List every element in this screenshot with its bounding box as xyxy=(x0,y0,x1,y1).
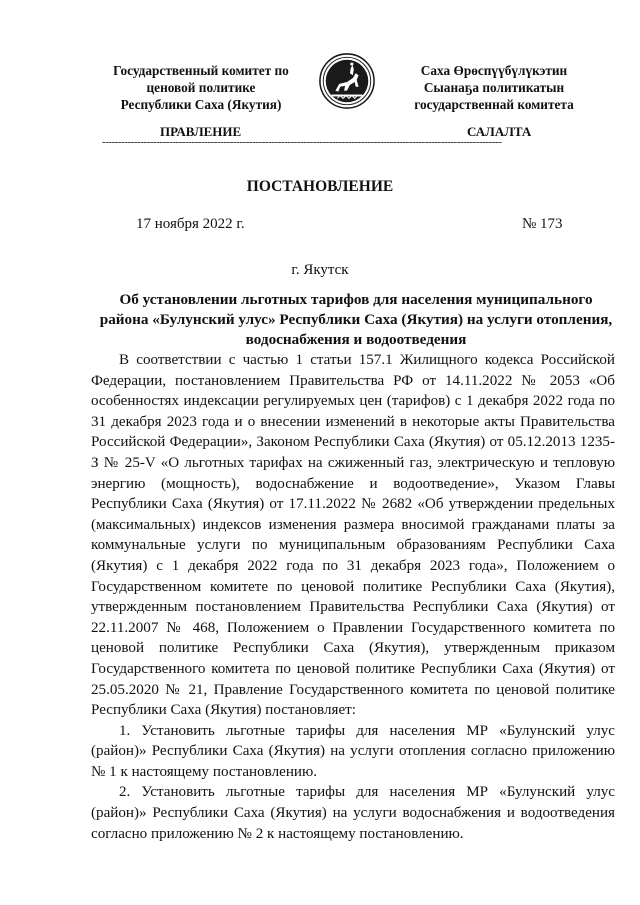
right-org-name xyxy=(404,62,584,113)
document-subject: Об установлении льготных тарифов для населения муниципального района «Булунский улус» Республики Саха (Якутия) на услуги отопления, водоснабжения и водоотведения xyxy=(99,291,613,348)
left-org-line-3: Республики Саха (Якутия) xyxy=(120,97,282,112)
right-org-line-3: государственнай комитета xyxy=(414,97,574,112)
document-body xyxy=(91,350,615,844)
preamble-paragraph: В соответствии с частью 1 статьи 157.1 Жилищного кодекса Российской Федерации, постановлением Правительства РФ от 14.11.2022 № 2053 «Об особенностях индексации регулируемых цен (тарифов) с 1 декабря 2022 года по 31 декабря 2023 года и о внесении изменений в некоторые акты Правительства Российской Федерации», Законом Республики Саха (Якутия) от 05.12.2013 1235-З № 25-V «О льготных тарифах на сжиженный газ, электрическую и тепловую энергию (мощность), водоснабжение и водоотведение», Указом Главы Республики Саха (Якутия) от 17.11.2022 № 2682 «Об утверждении предельных (максимальных) индексов изменения размера вносимой гражданами платы за коммунальные услуги по муниципальным образованиям Республики Саха (Якутия) с 1 декабря 2022 года по 31 декабря 2023 года», Положением о Государственном комитете по ценовой политике Республики Саха (Якутия), утвержденным постановлением Правительства Республики Саха (Якутия) от 22.11.2007 № 468, Положением о Правлении Государственного комитета по ценовой политике Республики Саха (Якутия), утвержденным приказом Государственного комитета по ценовой политике Республики Саха (Якутия) от 25.05.2020 № 21, Правление Государственного комитета по ценовой политике Республики Саха (Якутия) постановляет: xyxy=(91,352,615,719)
left-org-line-1: Государственный комитет по xyxy=(113,63,289,78)
left-department: ПРАВЛЕНИЕ xyxy=(160,124,242,139)
right-department: САЛАЛТА xyxy=(467,124,532,139)
item-2-paragraph: 2. Установить льготные тарифы для населения МР «Булунский улус (район)» Республики Саха (Якутия) на услуги водоснабжения и водоотведения согласно приложению № 2 к настоящему постановлению. xyxy=(91,784,615,842)
document-city: г. Якутск xyxy=(291,262,349,278)
left-org-name xyxy=(96,62,306,113)
document-number: № 173 xyxy=(522,216,563,232)
emblem-icon xyxy=(318,52,376,110)
left-org-line-2: ценовой политике xyxy=(146,80,256,95)
item-1-paragraph: 1. Установить льготные тарифы для населения МР «Булунский улус (район)» Республики Саха (Якутия) на услуги отопления согласно приложению № 1 к настоящему постановлению. xyxy=(91,722,615,780)
right-org-line-2: Сыанаҕа политикатын xyxy=(423,80,565,95)
document-date: 17 ноября 2022 г. xyxy=(136,216,245,232)
header-separator: ----------------------------------------------------------------------------------------------------------------------------- xyxy=(102,137,502,148)
right-org-line-1: Саха Өрөспүүбүлүкэтин xyxy=(420,63,568,78)
document-type: ПОСТАНОВЛЕНИЕ xyxy=(246,178,394,195)
